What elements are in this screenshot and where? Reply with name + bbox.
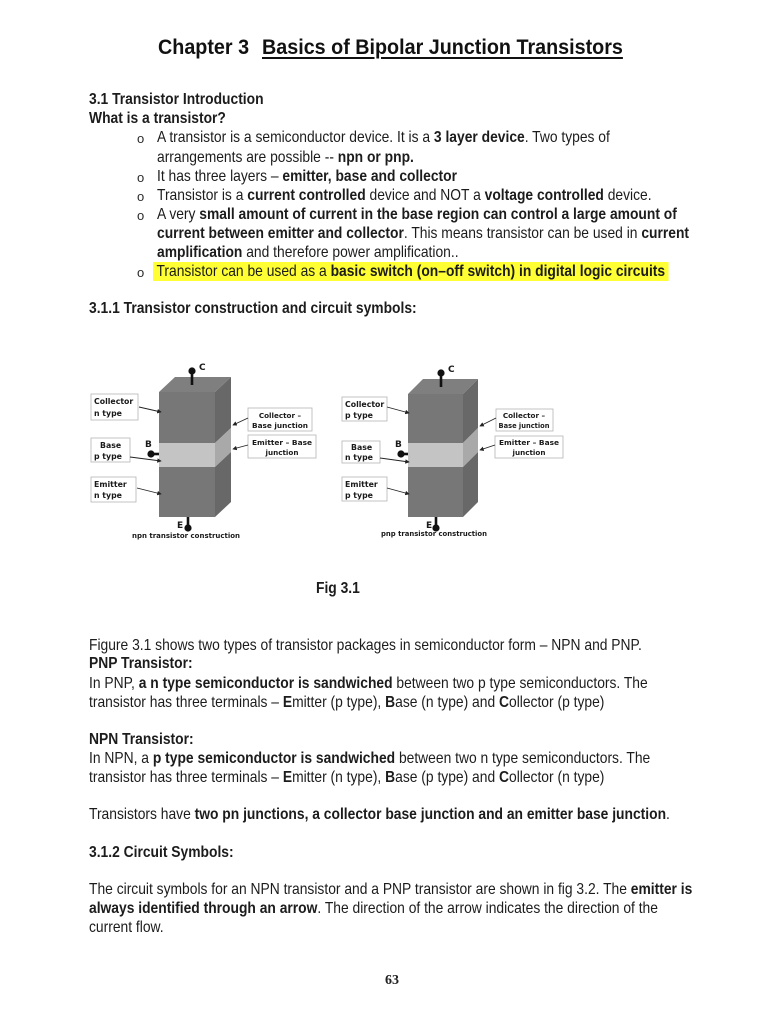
text-run: . The direction of the arrow indicates the direction of the xyxy=(317,900,658,917)
bullet-marker: o xyxy=(137,208,145,223)
text-run: A transistor is a semiconductor device. It is a xyxy=(157,129,434,146)
bullet-4-line-3 xyxy=(157,243,459,262)
svg-text:n type: n type xyxy=(94,491,122,500)
bullet-marker: o xyxy=(137,189,145,204)
bold-text-run: current between emitter and collector xyxy=(157,225,404,242)
svg-text:C: C xyxy=(448,365,455,375)
pnp-base-layer xyxy=(408,443,463,467)
pnp-heading: PNP Transistor: xyxy=(89,655,193,672)
text-run: ase (p type) and xyxy=(395,769,499,786)
npn-collector-layer xyxy=(159,392,215,443)
section-heading-3-1: 3.1 Transistor Introduction xyxy=(89,91,264,108)
svg-text:Emitter: Emitter xyxy=(345,480,378,489)
text-run: . This means transistor can be used in xyxy=(403,225,642,242)
bold-text-run: a n type semiconductor is sandwiched xyxy=(138,675,393,692)
pnp-block xyxy=(408,379,478,517)
bold-text-run: npn or pnp. xyxy=(337,149,414,166)
text-run: between two n type semiconductors. The xyxy=(395,750,651,767)
bullet-3-line-1 xyxy=(157,186,652,205)
question-heading: What is a transistor? xyxy=(89,110,226,127)
text-run: and therefore power amplification.. xyxy=(242,244,459,261)
npn-caption: npn transistor construction xyxy=(132,532,241,540)
bullet-1-line-1 xyxy=(157,128,610,147)
svg-text:Base junction: Base junction xyxy=(498,421,550,430)
text-run: Figure 3.1 shows two types of transistor packages in semiconductor form – NPN and PNP. xyxy=(89,637,642,654)
bold-text-run: always identified through an arrow xyxy=(89,900,318,917)
base-terminal-icon xyxy=(147,450,154,457)
text-run: transistor has three terminals – xyxy=(89,769,283,786)
junctions-paragraph xyxy=(89,805,670,824)
svg-text:E: E xyxy=(177,521,184,531)
collector-terminal-icon xyxy=(437,369,444,376)
text-run: Transistor is a xyxy=(157,187,248,204)
bullet-marker: o xyxy=(137,131,145,146)
text-run: . xyxy=(666,806,670,823)
svg-text:n type: n type xyxy=(94,409,122,418)
text-run: In PNP, xyxy=(89,675,139,692)
bullet-2-line-1 xyxy=(157,167,457,186)
svg-text:Collector: Collector xyxy=(345,400,385,409)
bold-text-run: small amount of current in the base region can control a large amount of xyxy=(199,206,677,223)
bullet-4-line-2 xyxy=(157,224,689,243)
npn-base-layer xyxy=(159,443,215,467)
svg-text:C: C xyxy=(199,363,206,373)
text-run: arrangements are possible -- xyxy=(157,149,338,166)
bold-text-run: p type semiconductor is sandwiched xyxy=(152,750,396,767)
circuit-symbols-line-3 xyxy=(89,918,164,937)
text-run: device. xyxy=(603,187,652,204)
text-run: transistor has three terminals – xyxy=(89,694,283,711)
highlighted-bullet-5 xyxy=(153,262,669,281)
circuit-symbols-line-2 xyxy=(89,899,658,918)
bold-text-run: emitter is xyxy=(630,881,693,898)
emitter-terminal-icon xyxy=(184,524,191,531)
base-terminal-icon xyxy=(397,450,404,457)
text-run: Transistors have xyxy=(89,806,195,823)
svg-text:Emitter – Base: Emitter – Base xyxy=(499,438,560,447)
text-run: device and NOT a xyxy=(365,187,485,204)
text-run: mitter (n type), xyxy=(292,769,386,786)
text-run: . Two types of xyxy=(524,129,610,146)
text-run: In NPN, a xyxy=(89,750,153,767)
text-run: ollector (n type) xyxy=(508,769,605,786)
bold-text-run: E xyxy=(282,769,293,786)
bold-text-run: current xyxy=(641,225,690,242)
figure-description xyxy=(89,636,642,655)
section-heading-3-1-1: 3.1.1 Transistor construction and circuit symbols: xyxy=(89,300,417,317)
section-heading-3-1-2: 3.1.2 Circuit Symbols: xyxy=(89,844,234,861)
bullet-4-line-1 xyxy=(157,205,677,224)
bold-text-run: amplification xyxy=(157,244,243,261)
svg-text:Base junction: Base junction xyxy=(252,421,308,430)
svg-text:Collector –: Collector – xyxy=(502,411,546,420)
svg-text:Base: Base xyxy=(351,443,373,452)
svg-text:B: B xyxy=(145,440,152,450)
bold-text-run: 3 layer device xyxy=(433,129,525,146)
svg-text:p type: p type xyxy=(345,491,373,500)
figure-transistor-construction xyxy=(0,340,768,560)
svg-text:Emitter: Emitter xyxy=(94,480,127,489)
bold-text-run: C xyxy=(498,694,509,711)
chapter-title: Basics of Bipolar Junction Transistors xyxy=(262,36,623,59)
collector-terminal-icon xyxy=(188,367,195,374)
svg-text:junction: junction xyxy=(265,448,299,457)
bold-text-run: emitter, base and collector xyxy=(282,168,458,185)
bold-text-run: voltage controlled xyxy=(484,187,604,204)
svg-text:n type: n type xyxy=(345,453,373,462)
figure-caption: Fig 3.1 xyxy=(316,580,360,597)
npn-line-2 xyxy=(89,768,604,787)
bold-text-run: B xyxy=(385,769,396,786)
text-run: ase (n type) and xyxy=(395,694,499,711)
text-run: ollector (p type) xyxy=(508,694,605,711)
pnp-collector-layer xyxy=(408,394,463,443)
text-run: Transistor can be used as a xyxy=(156,263,331,280)
svg-text:B: B xyxy=(395,440,402,450)
svg-text:Emitter – Base: Emitter – Base xyxy=(252,438,313,447)
text-run: The circuit symbols for an NPN transistor and a PNP transistor are shown in fig 3.2. The xyxy=(89,881,631,898)
bullet-1-line-2 xyxy=(157,148,414,167)
pnp-emitter-layer xyxy=(408,467,463,517)
chapter-number: Chapter 3 xyxy=(158,36,250,59)
pnp-caption: pnp transistor construction xyxy=(381,530,488,538)
bullet-marker: o xyxy=(137,265,145,280)
pnp-line-1 xyxy=(89,674,648,693)
npn-line-1 xyxy=(89,749,650,768)
text-run: mitter (p type), xyxy=(292,694,386,711)
svg-text:Collector: Collector xyxy=(94,397,134,406)
pnp-line-2 xyxy=(89,693,604,712)
svg-text:E: E xyxy=(426,521,433,531)
npn-block xyxy=(159,377,231,517)
bold-text-run: current controlled xyxy=(247,187,366,204)
text-run: between two p type semiconductors. The xyxy=(392,675,648,692)
bold-text-run: basic switch (on–off switch) in digital logic circuits xyxy=(330,263,666,280)
svg-text:junction: junction xyxy=(512,448,546,457)
npn-heading: NPN Transistor: xyxy=(89,731,194,748)
bold-text-run: B xyxy=(385,694,396,711)
text-run: A very xyxy=(157,206,200,223)
svg-text:p type: p type xyxy=(94,452,122,461)
text-run: current flow. xyxy=(89,919,164,936)
npn-emitter-layer xyxy=(159,467,215,517)
svg-text:Collector –: Collector – xyxy=(258,411,302,420)
bold-text-run: two pn junctions, a collector base junction and an emitter base junction xyxy=(194,806,667,823)
bold-text-run: E xyxy=(282,694,293,711)
bullet-marker: o xyxy=(137,170,145,185)
svg-text:p type: p type xyxy=(345,411,373,420)
svg-text:Base: Base xyxy=(100,441,122,450)
text-run: It has three layers – xyxy=(157,168,283,185)
bold-text-run: C xyxy=(498,769,509,786)
circuit-symbols-line-1 xyxy=(89,880,692,899)
page-number: 63 xyxy=(385,973,399,988)
